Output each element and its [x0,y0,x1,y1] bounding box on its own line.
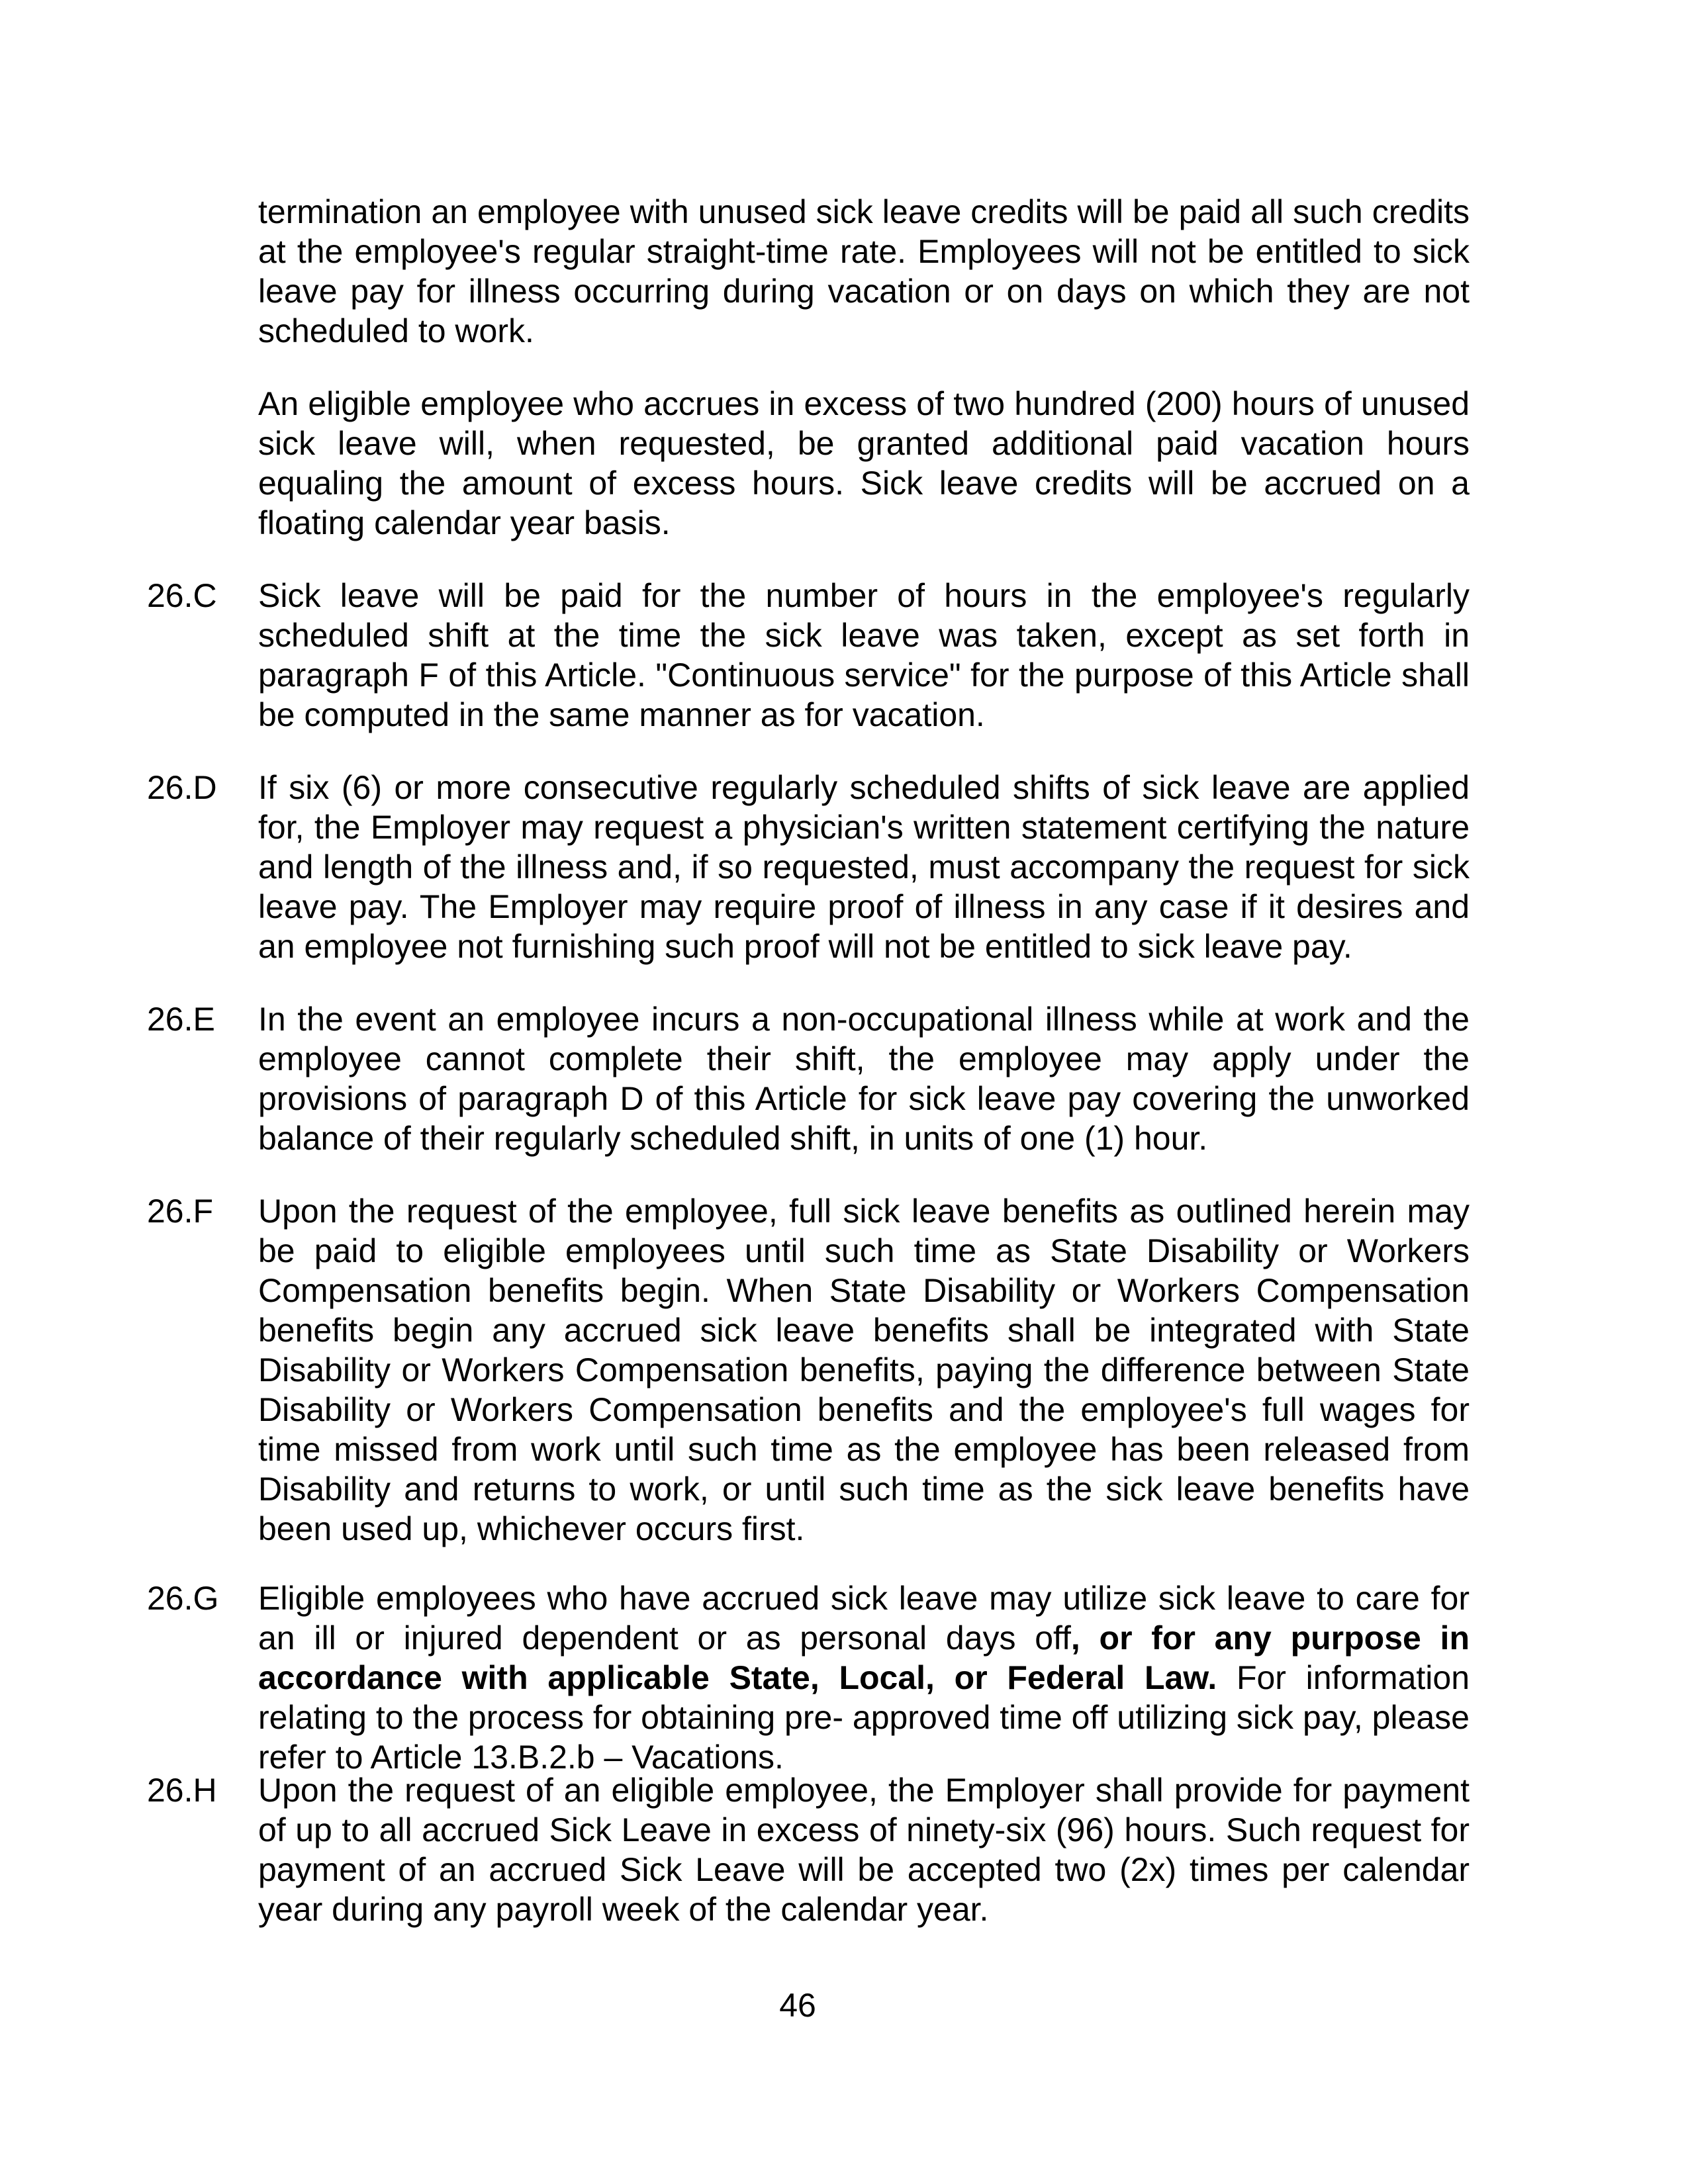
paragraph-26g-text-end: For information relating to the process for obtaining pre- approved time off utilizing sick pay, please refer to Article 13.B.2.b – Vacations. [258,1659,1470,1776]
section-number-26c: 26.C [147,577,217,614]
section-number-26d: 26.D [147,769,217,806]
paragraph-26h: Upon the request of an eligible employee, the Employer shall provide for payment of up to all accrued Sick Leave in excess of ninety-six (96) hours. Such request for payment of an accrued Sick Leave will be accepted two (2x) times per calendar year during any payroll week of the calendar year. [258,1772,1470,1928]
section-number-26g: 26.G [147,1580,219,1617]
page-number: 46 [779,1987,816,2024]
paragraph-26c: Sick leave will be paid for the number of hours in the employee's regularly scheduled shift at the time the sick leave was taken, except as set forth in paragraph F of this Article. "Continuous service" for the purpose of this Article shall be computed in the same manner as for vacation. [258,577,1470,733]
paragraph-termination-continuation: termination an employee with unused sick leave credits will be paid all such credits at the employee's regular straight-time rate. Employees will not be entitled to sick leave pay for illness occurring during vacation or on days on which they are not scheduled to work. [258,193,1470,349]
paragraph-26f: Upon the request of the employee, full sick leave benefits as outlined herein may be paid to eligible employees until such time as State Disability or Workers Compensation benefits begin. When State Disability or Workers Compensation benefits begin any accrued sick leave benefits shall be integrated with State Disability or Workers Compensation benefits, paying the difference between State Disability or Workers Compensation benefits and the employee's full wages for time missed from work until such time as the employee has been released from Disability and returns to work, or until such time as the sick leave benefits have been used up, whichever occurs first. [258,1193,1470,1547]
paragraph-26g-bold-text: , or for any purpose in accordance with applicable State, Local, or Federal Law. [258,1619,1470,1696]
section-number-26e: 26.E [147,1001,215,1038]
paragraph-26d: If six (6) or more consecutive regularly scheduled shifts of sick leave are applied for, the Employer may request a physician's written statement certifying the nature and length of the illness and, if so requested, must accompany the request for sick leave pay. The Employer may require proof of illness in any case if it desires and an employee not furnishing such proof will not be entitled to sick leave pay. [258,769,1470,965]
section-number-26h: 26.H [147,1772,217,1809]
section-number-26f: 26.F [147,1193,214,1230]
paragraph-excess-sick-leave: An eligible employee who accrues in excess of two hundred (200) hours of unused sick leave will, when requested, be granted additional paid vacation hours equaling the amount of excess hours. Sick leave credits will be accrued on a floating calendar year basis. [258,385,1470,541]
paragraph-26g [258,1578,1470,1777]
paragraph-26e: In the event an employee incurs a non-occupational illness while at work and the employee cannot complete their shift, the employee may apply under the provisions of paragraph D of this Article for sick leave pay covering the unworked balance of their regularly scheduled shift, in units of one (1) hour. [258,1001,1470,1157]
paragraph-26g-text-start: Eligible employees who have accrued sick leave may utilize sick leave to care for an ill or injured dependent or as personal days off [258,1580,1470,1657]
